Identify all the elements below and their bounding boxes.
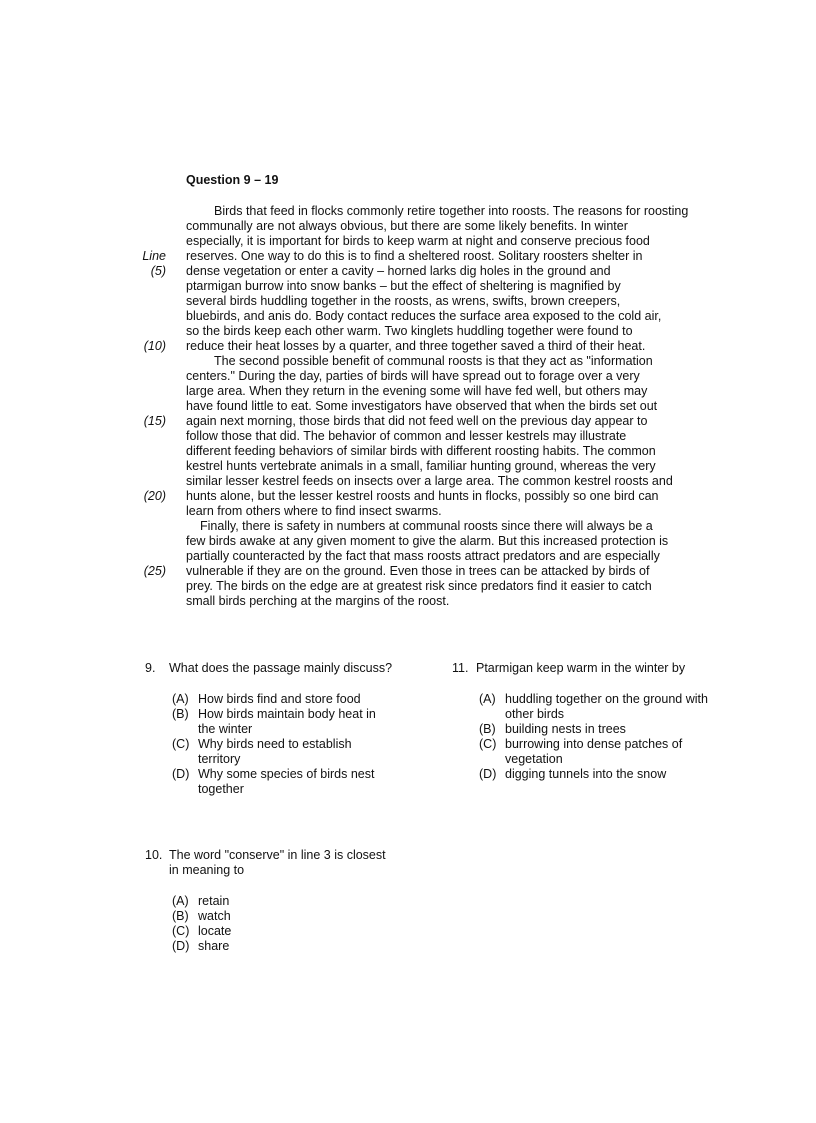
answer-option-a[interactable] [172,692,395,707]
answer-option-b[interactable] [172,909,395,924]
line-marker-25: (25) [143,564,166,578]
option-text: huddling together on the ground with other birds [505,692,708,721]
option-text: locate [198,924,232,938]
option-text: How birds find and store food [198,692,361,706]
passage-line: so the birds keep each other warm. Two kinglets huddling together were found to [186,324,633,338]
passage-line: learn from others where to find insect swarms. [186,504,442,518]
question-number: 10. [145,848,163,862]
option-text: building nests in trees [505,722,626,736]
option-label: (A) [172,692,189,706]
answer-option-c[interactable] [479,737,712,767]
option-text: watch [198,909,231,923]
option-label: (C) [172,924,190,938]
passage-line: small birds perching at the margins of the roost. [186,594,450,608]
passage-line: Finally, there is safety in numbers at communal roosts since there will always be a [200,519,653,533]
passage-line: have found little to eat. Some investigators have observed that when the birds set out [186,399,658,413]
answer-option-a[interactable] [172,894,395,909]
option-text: Why birds need to establish territory [198,737,352,766]
answer-option-c[interactable] [172,924,395,939]
answer-option-b[interactable] [479,722,712,737]
question-stem: What does the passage mainly discuss? [169,661,393,675]
line-marker-15: (15) [143,414,166,428]
passage-line: The second possible benefit of communal roosts is that they act as "information [214,354,653,368]
answer-option-a[interactable] [479,692,712,722]
passage-line: several birds huddling together in the roosts, as wrens, swifts, brown creepers, [186,294,621,308]
option-text: How birds maintain body heat in the winter [198,707,376,736]
option-label: (D) [172,939,190,953]
option-label: (C) [172,737,190,751]
question-11 [452,661,712,782]
line-marker-10: (10) [143,339,166,353]
option-label: (A) [172,894,189,908]
question-9 [145,661,395,797]
answer-option-d[interactable] [172,767,395,797]
passage-line: vulnerable if they are on the ground. Even those in trees can be attacked by birds of [186,564,650,578]
question-10 [145,848,395,954]
answer-option-b[interactable] [172,707,395,737]
passage-line: hunts alone, but the lesser kestrel roosts and hunts in flocks, possibly so one bird can [186,489,659,503]
passage-line: reduce their heat losses by a quarter, and three together saved a third of their heat. [186,339,646,353]
option-text: retain [198,894,230,908]
line-marker-20: (20) [143,489,166,503]
answer-option-c[interactable] [172,737,395,767]
option-label: (B) [479,722,496,736]
line-marker-5: (5) [150,264,166,278]
option-label: (B) [172,909,189,923]
passage-line: dense vegetation or enter a cavity – horned larks dig holes in the ground and [186,264,611,278]
passage-line: bluebirds, and anis do. Body contact reduces the surface area exposed to the cold air, [186,309,662,323]
question-number: 9. [145,661,156,675]
option-label: (A) [479,692,496,706]
passage-line: different feeding behaviors of similar birds with different roosting habits. The common [186,444,656,458]
passage-line: few birds awake at any given moment to give the alarm. But this increased protection is [186,534,669,548]
question-number: 11. [452,661,469,675]
passage-line: follow those that did. The behavior of common and lesser kestrels may illustrate [186,429,627,443]
passage-line: centers." During the day, parties of birds will have spread out to forage over a very [186,369,640,383]
passage-line: large area. When they return in the evening some will have fed well, but others may [186,384,648,398]
passage-line: similar lesser kestrel feeds on insects over a large area. The common kestrel roosts and [186,474,673,488]
option-label: (B) [172,707,189,721]
passage-line: communally are not always obvious, but there are some likely benefits. In winter [186,219,628,233]
passage-line: reserves. One way to do this is to find a sheltered roost. Solitary roosters shelter in [186,249,643,263]
line-label: Line [142,249,166,263]
passage-line: partially counteracted by the fact that mass roosts attract predators and are especially [186,549,660,563]
answer-option-d[interactable] [172,939,395,954]
answer-option-d[interactable] [479,767,712,782]
option-text: share [198,939,230,953]
passage-line: ptarmigan burrow into snow banks – but the effect of sheltering is magnified by [186,279,621,293]
passage-line: especially, it is important for birds to keep warm at night and conserve precious food [186,234,650,248]
question-range-heading: Question 9 – 19 [186,173,279,187]
option-text: digging tunnels into the snow [505,767,667,781]
passage-line: again next morning, those birds that did not feed well on the previous day appear to [186,414,648,428]
option-label: (D) [479,767,497,781]
question-stem: Ptarmigan keep warm in the winter by [476,661,686,675]
option-text: Why some species of birds nest together [198,767,375,796]
passage-line: Birds that feed in flocks commonly retire together into roosts. The reasons for roosting [214,204,689,218]
passage-line: kestrel hunts vertebrate animals in a small, familiar hunting ground, whereas the very [186,459,656,473]
option-text: burrowing into dense patches of vegetation [505,737,683,766]
passage-line: prey. The birds on the edge are at greatest risk since predators find it easier to catch [186,579,652,593]
option-label: (C) [479,737,497,751]
question-stem: The word "conserve" in line 3 is closest in meaning to [169,848,386,877]
option-label: (D) [172,767,190,781]
